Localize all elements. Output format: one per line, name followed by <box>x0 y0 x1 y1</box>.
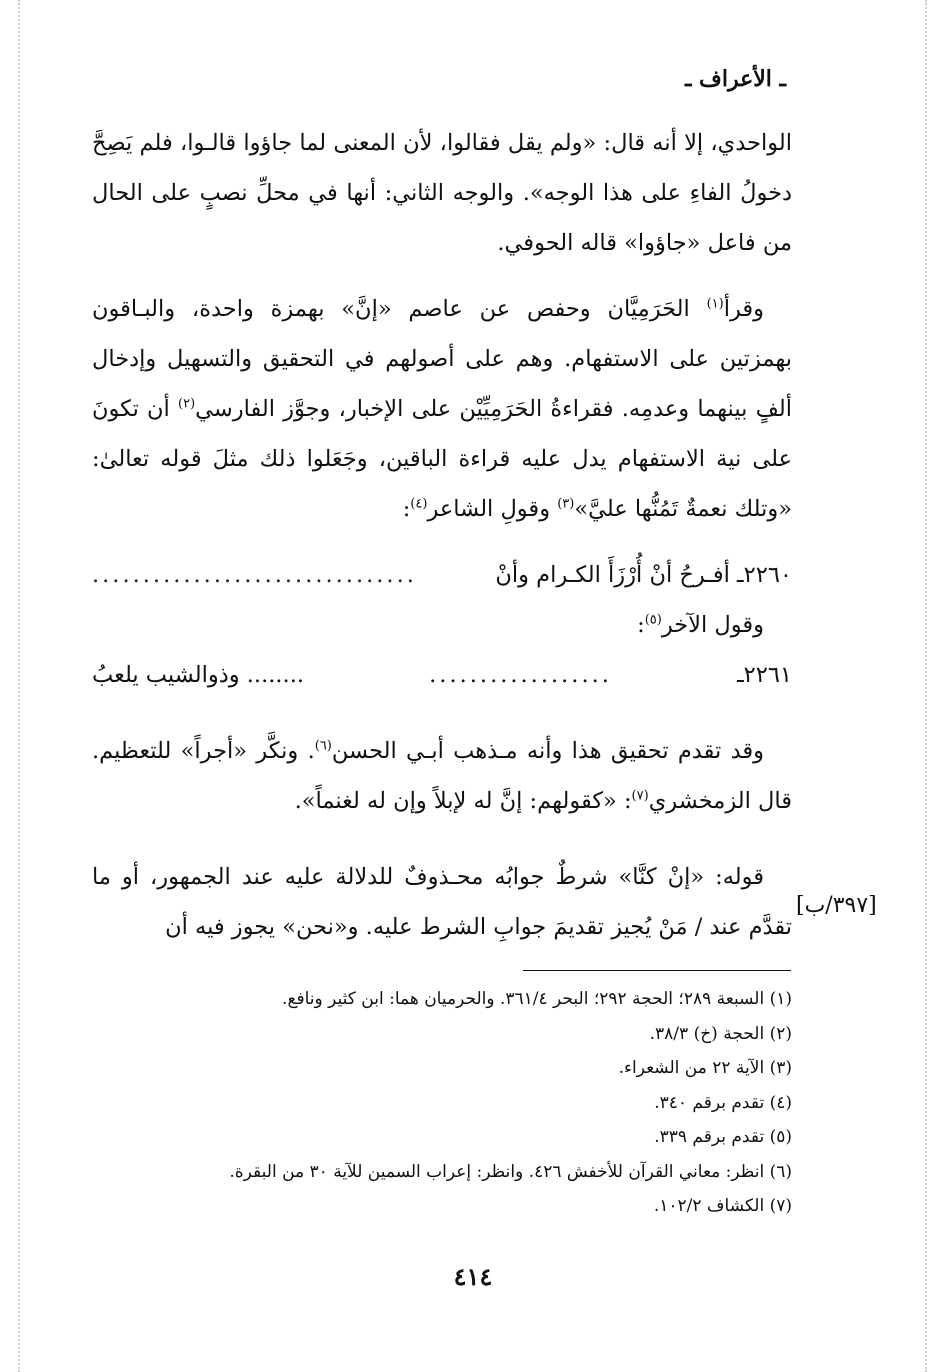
text-segment: : «كقولهم: إنَّ له لإبلاً وإن له لغنماً». <box>294 788 632 814</box>
footnote-ref: (١) <box>706 296 724 312</box>
text-line: على نية الاستفهام يدل عليه قراءة الباقين، وجَعَلوا ذلك مثلَ قوله تعالىٰ: <box>92 446 792 472</box>
text-line: فلم يَصِحَّ دخولُ الفاءِ على هذا الوجه». والوجه الثاني: أنها في محلِّ نصبٍ <box>92 130 792 206</box>
text-segment: للتعظيم. قال الزمخشري <box>92 738 792 814</box>
footnote-separator <box>523 970 791 971</box>
verse-ellipsis: ........ <box>246 662 304 688</box>
footnote-ref: (٢) <box>178 396 196 412</box>
text-segment: وقد تقدم تحقيق هذا وأنه مـذهب أبـي الحسن <box>331 738 764 764</box>
main-text <box>92 118 792 952</box>
footnote-ref: (٦) <box>314 738 332 754</box>
footnote-ref: (٣) <box>557 496 575 512</box>
text-segment: وقول الآخر <box>661 612 764 638</box>
footnote-ref: (٥) <box>644 612 662 628</box>
footnote: (٥) تقدم برقم ٣٣٩. <box>654 1127 792 1147</box>
verse-intro <box>92 600 792 650</box>
text-line: أو ما تقدَّم عند / مَنْ يُجيز تقديمَ جوابِ الشرط عليه. و«نحن» يجوز فيه أن <box>92 864 792 940</box>
verse-text: ٢٢٦٠ـ أفـرحُ أنْ أُرْزَأَ الكـرام وأنْ <box>495 562 792 588</box>
footnotes <box>120 982 792 1224</box>
verse-2261 <box>92 650 792 700</box>
paragraph-2 <box>92 284 792 534</box>
footnote: (٤) تقدم برقم ٣٤٠. <box>654 1092 792 1113</box>
footnote: (٧) الكشاف ١٠٢/٢. <box>653 1196 792 1216</box>
footnote: (٢) الحجة (خ) ٣٨/٣. <box>649 1023 792 1044</box>
text-segment: وقرأ <box>723 296 764 322</box>
verse-ellipsis: .................. <box>429 662 612 688</box>
verse-text: وذوالشيب يلعبُ <box>92 662 240 688</box>
running-header: ـ الأعراف ـ <box>684 66 786 92</box>
paragraph-1 <box>92 118 792 268</box>
text-segment: وقولِ الشاعر <box>427 496 558 522</box>
text-segment: : <box>637 612 645 638</box>
footnote-ref: (٧) <box>631 788 649 804</box>
verse-2260 <box>92 550 792 600</box>
page-number: ٤١٤ <box>453 1262 493 1291</box>
verse-number: ٢٢٦١ـ <box>737 662 792 688</box>
page-edge-right <box>925 0 927 1372</box>
footnote: (٣) الآية ٢٢ من الشعراء. <box>618 1058 792 1078</box>
footnote: (١) السبعة ٢٨٩؛ الحجة ٢٩٢؛ البحر ٣٦١/٤. والحرميان هما: ابن كثير ونافع. <box>282 989 792 1009</box>
paragraph-4 <box>92 852 792 952</box>
text-segment: . ونكَّر «أجراً» <box>180 738 315 764</box>
text-segment: أن تكونَ <box>92 396 178 422</box>
paragraph-3 <box>92 726 792 826</box>
page-edge-left <box>18 0 20 1372</box>
text-segment: «وتلك نعمةٌ تَمُنُّها عليَّ» <box>574 496 792 522</box>
text-line: بهمزتين على الاستفهام. وهم على أصولهم في التحقيق والتسهيل وإدخال <box>92 346 792 372</box>
text-line: الواحدي، إلا أنه قال: «ولم يقل فقالوا، لأن المعنى لما جاؤوا قالـوا، <box>179 130 792 156</box>
footnote-ref: (٤) <box>410 496 428 512</box>
text-segment: الحَرَمِيَّان وحفص عن عاصم «إنَّ» بهمزة واحدة، والبـاقون <box>92 296 707 322</box>
footnote: (٦) انظر: معاني القرآن للأخفش ٤٢٦. وانظر: إعراب السمين للآية ٣٠ من البقرة. <box>229 1161 792 1182</box>
text-line: قوله: «إنْ كنَّا» شرطٌ جوابُه محـذوفٌ للدلالة عليه عند الجمهور، <box>149 864 764 890</box>
text-line: على الحال من فاعل «جاؤوا» قاله الحوفي. <box>92 180 792 256</box>
text-segment: ألفٍ بينهما وعدمِه. فقراءةُ الحَرَمِيِّيْن على الإخبار، وجوَّز الفارسي <box>195 396 792 422</box>
manuscript-folio-note: [٣٩٧/ب] <box>796 893 877 918</box>
text-segment: : <box>402 496 411 522</box>
verse-ellipsis: ................................ <box>92 562 417 588</box>
